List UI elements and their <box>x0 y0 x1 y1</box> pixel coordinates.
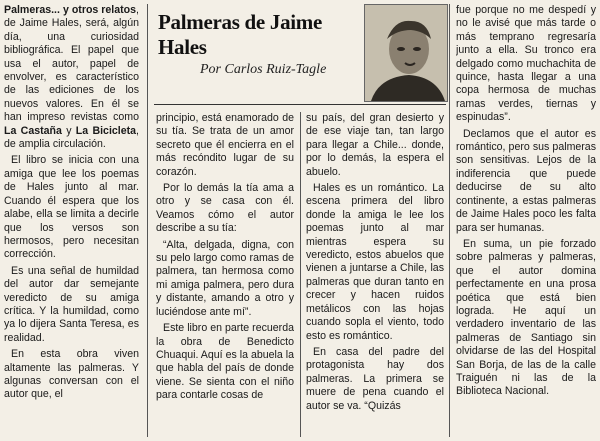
paragraph: Declamos que el autor es romántico, pero sus palmeras son sensitivas. Lejos de la indiferencia que puede deducirse de su alto continente, a estas palmeras de Jaime Hales poco les falta para ser humanas. <box>456 127 596 234</box>
paragraph: principio, está enamorado de su tía. Se trata de un amor secreto que él encierra en el más recóndito lugar de su corazón. <box>156 112 294 178</box>
paragraph <box>4 4 139 151</box>
column-rule <box>147 4 148 437</box>
paragraph: su país, del gran desierto y de ese viaje tan, tan largo para llegar a Chile... donde, por lo demás, la espera el abuelo. <box>306 112 444 178</box>
header-divider <box>154 104 446 105</box>
book-title-lead: Palmeras... y otros relatos <box>4 4 137 16</box>
article-column-1 <box>4 4 139 439</box>
article-column-4 <box>456 4 596 439</box>
paragraph-text: , de amplia circulación. <box>4 124 139 151</box>
paragraph-text: , de Jaime Hales, será, algún día, una curiosidad bibliográfica. El papel que usa el autor, papel de envolver, es característico de las ediciones de los nuevos valores. En él se han impreso revistas como <box>4 4 139 124</box>
paragraph: En esta obra viven altamente las palmeras. Y algunas conversan con el autor que, el <box>4 348 139 401</box>
paragraph-text: y <box>61 124 76 137</box>
paragraph: fue porque no me despedí y no le avisé que más tarde o más temprano regresaría junto a ella. Su tronco era delgado como muchachita de quince, hasta llegar a una copa hermosa de muchas ramas verdes, tiernas y espinudas”. <box>456 4 596 124</box>
magazine-name: La Bicicleta <box>75 124 137 137</box>
quote-paragraph: “Alta, delgada, digna, con su pelo largo como ramas de palmera, tan hermosa como mi amiga palmera, pero dura y distante, amando a otro y luciéndose ante mí”. <box>156 238 294 318</box>
paragraph: En suma, un pie forzado sobre palmeras y palmeras, que el autor domina perfectamente en una prosa poética que está bien lograda. He aquí un verdadero inventario de las palmeras de Santiago sin olvidarse de las del Hospital San Borja, de las de la calle Traiguén ni las de la Biblioteca Nacional. <box>456 237 596 398</box>
portrait-image <box>365 5 447 101</box>
paragraph: El libro se inicia con una amiga que lee los poemas de Hales junto al mar. Cuando él espera que los alabe, ella se limita a decirle que los versos son hermosos, pero necesitan corrección. <box>4 154 139 261</box>
article-column-2 <box>156 112 294 439</box>
paragraph: Es una señal de humildad del autor dar semejante veredicto de su amiga crítica. Y la humildad, como ya lo dijera Santa Teresa, es realidad. <box>4 264 139 344</box>
magazine-name: La Castaña <box>4 124 62 137</box>
column-rule <box>449 4 450 437</box>
article-byline: Por Carlos Ruiz-Tagle <box>200 62 327 77</box>
article-title: Palmeras de Jaime Hales <box>158 10 323 59</box>
author-portrait-photo <box>364 4 448 102</box>
paragraph: Este libro en parte recuerda la obra de Benedicto Chuaqui. Aquí es la abuela la que habla del país de donde viene. Se sienta con el niño para contarle cosas de <box>156 322 294 402</box>
paragraph: Por lo demás la tía ama a otro y se casa con él. Veamos cómo el autor describe a su tía: <box>156 182 294 235</box>
paragraph: En casa del padre del protagonista hay dos palmeras. La primera se muere de pena cuando el autor se va. “Quizás <box>306 345 444 412</box>
article-column-3 <box>306 112 444 439</box>
column-rule <box>300 112 301 437</box>
paragraph: Hales es un romántico. La escena primera del libro donde la amiga le lee los poemas junto al mar mientras espera su veredicto, estos abuelos que vienen a juntarse a Chile, las palmeras que duran tanto en crecer y hacen ruidos metálicos con las hojas cuando sopla el viento, todo esto es romántico. <box>306 182 444 342</box>
